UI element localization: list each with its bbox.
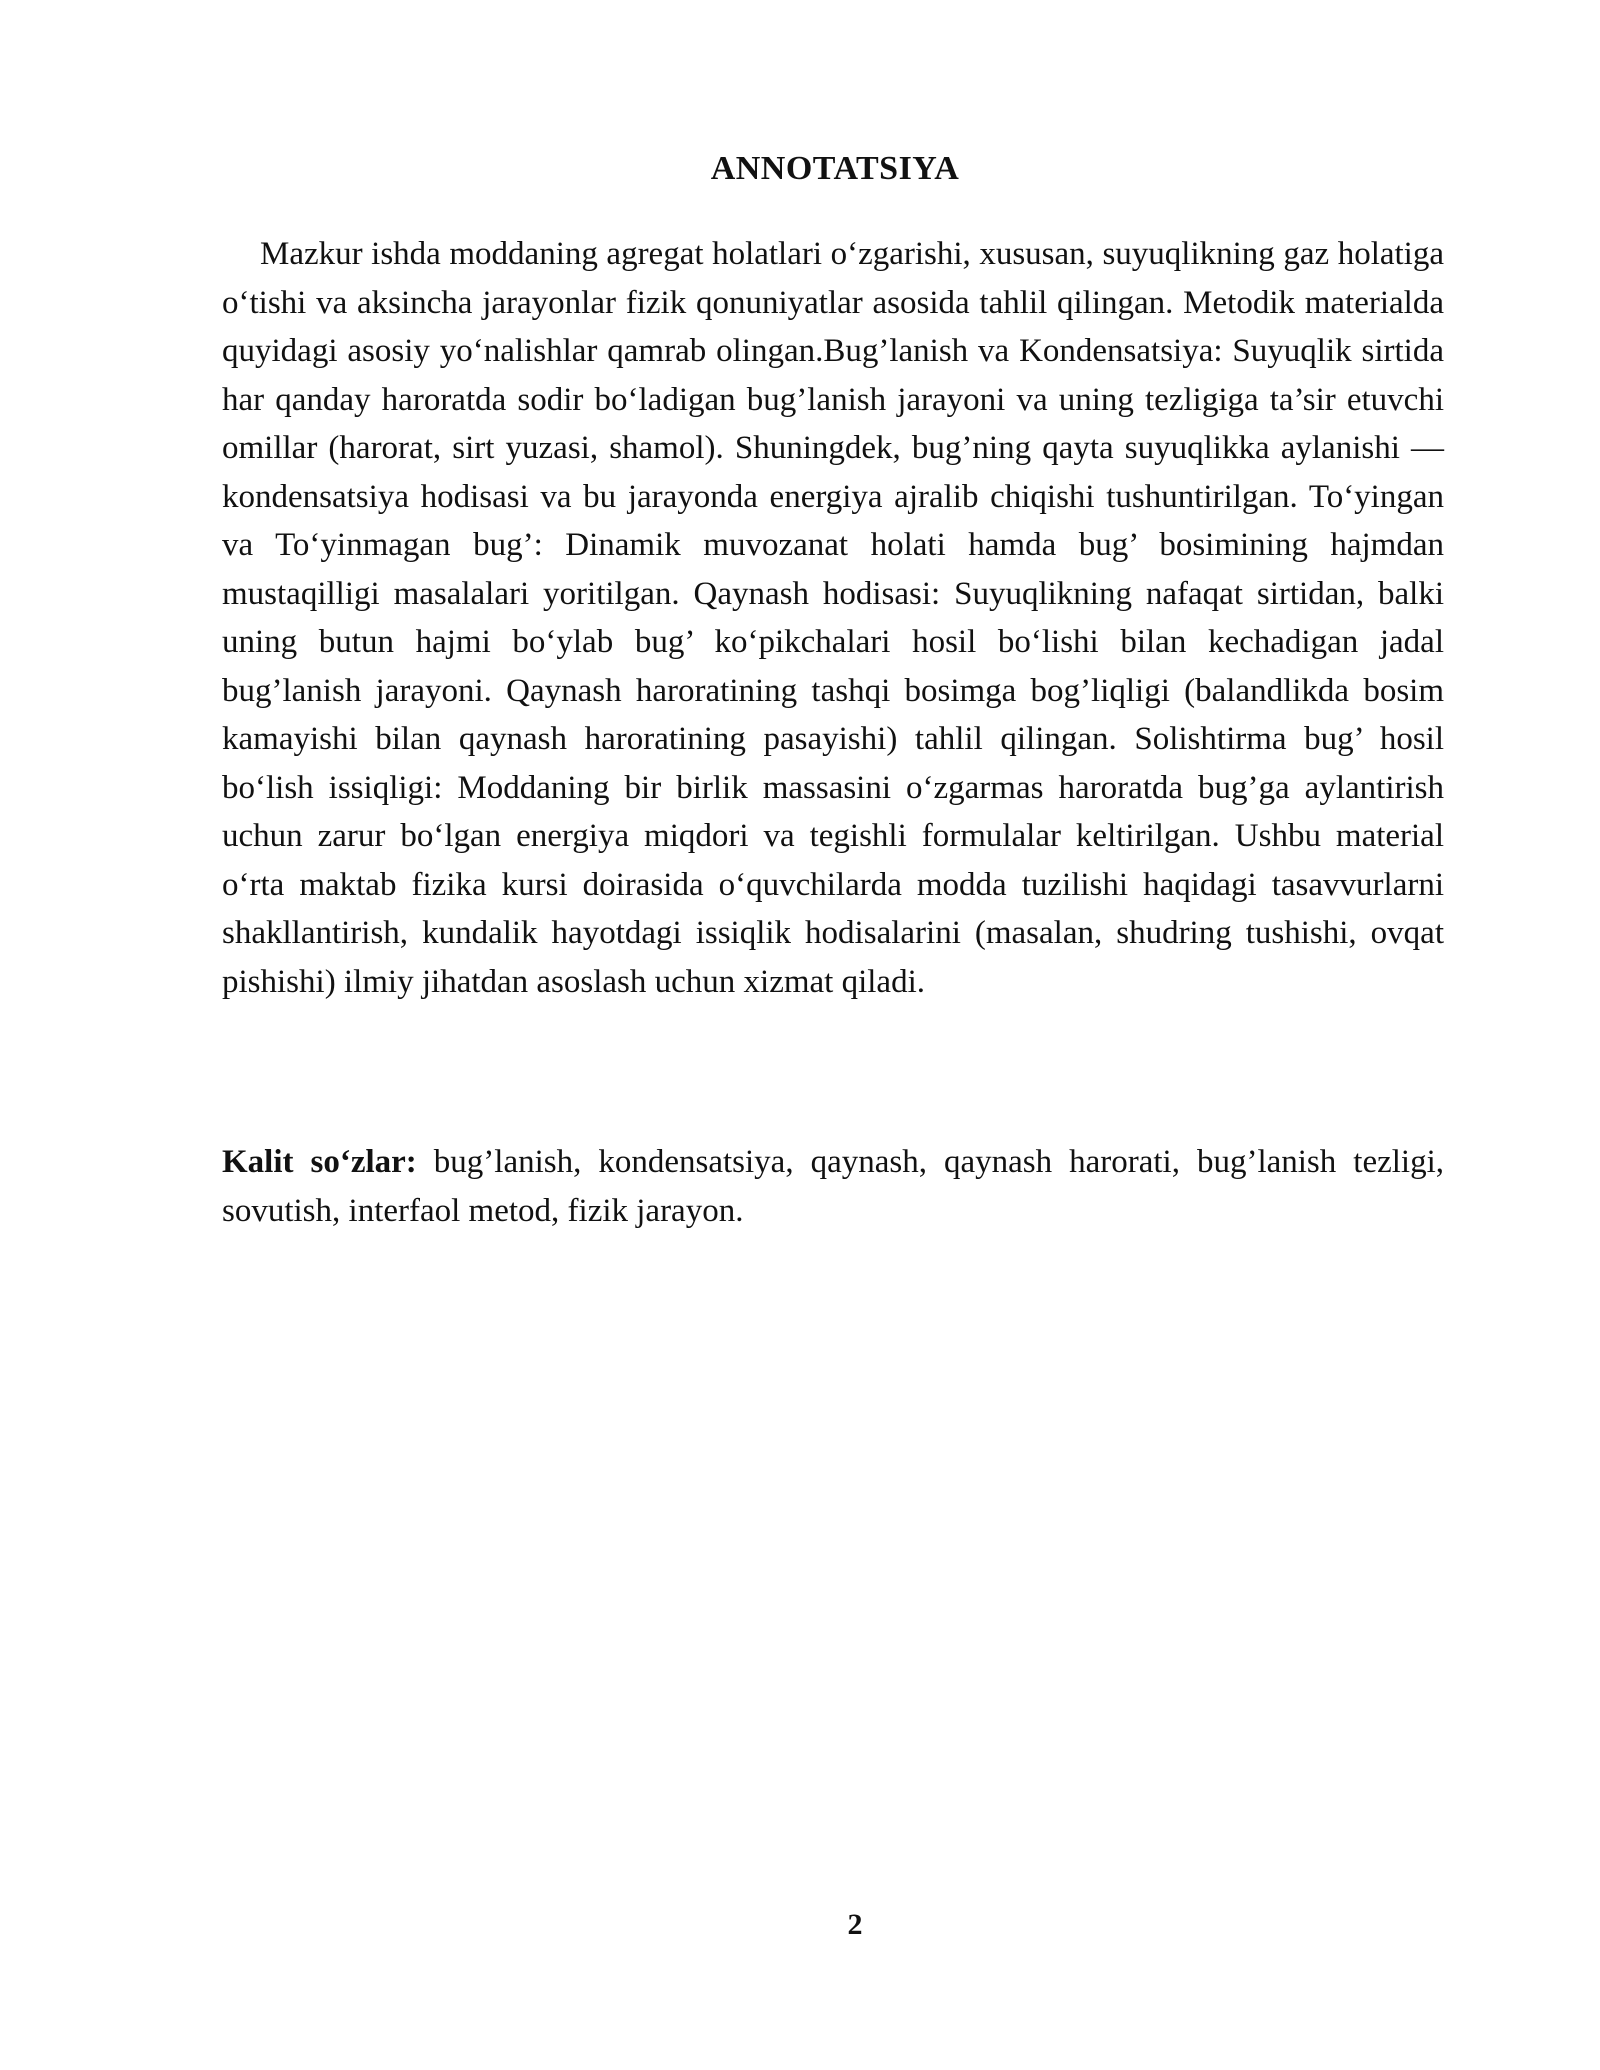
page-title: ANNOTATSIYA	[710, 150, 960, 187]
keywords-label: Kalit so‘zlar:	[222, 1144, 417, 1180]
abstract-paragraph: Mazkur ishda moddaning agregat holatlari o‘zgarishi, xususan, suyuqlikning gaz holatiga o‘tishi va aksincha jarayonlar fizik qonuniyatlar asosida tahlil qilingan. Metodik materialda quyidagi asosiy yo‘nalishlar qamrab olingan.Bug’lanish va Kondensatsiya: Suyuqlik sirtida har qanday haroratda sodir bo‘ladigan bug’lanish jarayoni va uning tezligiga ta’sir etuvchi omillar (harorat, sirt yuzasi, shamol). Shuningdek, bug’ning qayta suyuqlikka aylanishi — kondensatsiya hodisasi va bu jarayonda energiya ajralib chiqishi tushuntirilgan. To‘yingan va To‘yinmagan bug’: Dinamik muvozanat holati hamda bug’ bosimining hajmdan mustaqilligi masalalari yoritilgan. Qaynash hodisasi: Suyuqlikning nafaqat sirtidan, balki uning butun hajmi bo‘ylab bug’ ko‘pikchalari hosil bo‘lishi bilan kechadigan jadal bug’lanish jarayoni. Qaynash haroratining tashqi bosimga bog’liqligi (balandlikda bosim kamayishi bilan qaynash haroratining pasayishi) tahlil qilingan. Solishtirma bug’ hosil bo‘lish issiqligi: Moddaning bir birlik massasini o‘zgarmas haroratda bug’ga aylantirish uchun zarur bo‘lgan energiya miqdori va tegishli formulalar keltirilgan. Ushbu material o‘rta maktab fizika kursi doirasida o‘quvchilarda modda tuzilishi haqidagi tasavvurlarni shakllantirish, kundalik hayotdagi issiqlik hodisalarini (masalan, shudring tushishi, ovqat pishishi) ilmiy jihatdan asoslash uchun xizmat qiladi.	[222, 236, 1444, 1000]
keywords-list: bug’lanish, kondensatsiya, qaynash, qaynash harorati, bug’lanish tezligi, sovutish, interfaol metod, fizik jarayon.	[222, 1144, 1444, 1229]
page-number: 2	[847, 1908, 863, 1941]
keywords-paragraph	[222, 1138, 1444, 1235]
